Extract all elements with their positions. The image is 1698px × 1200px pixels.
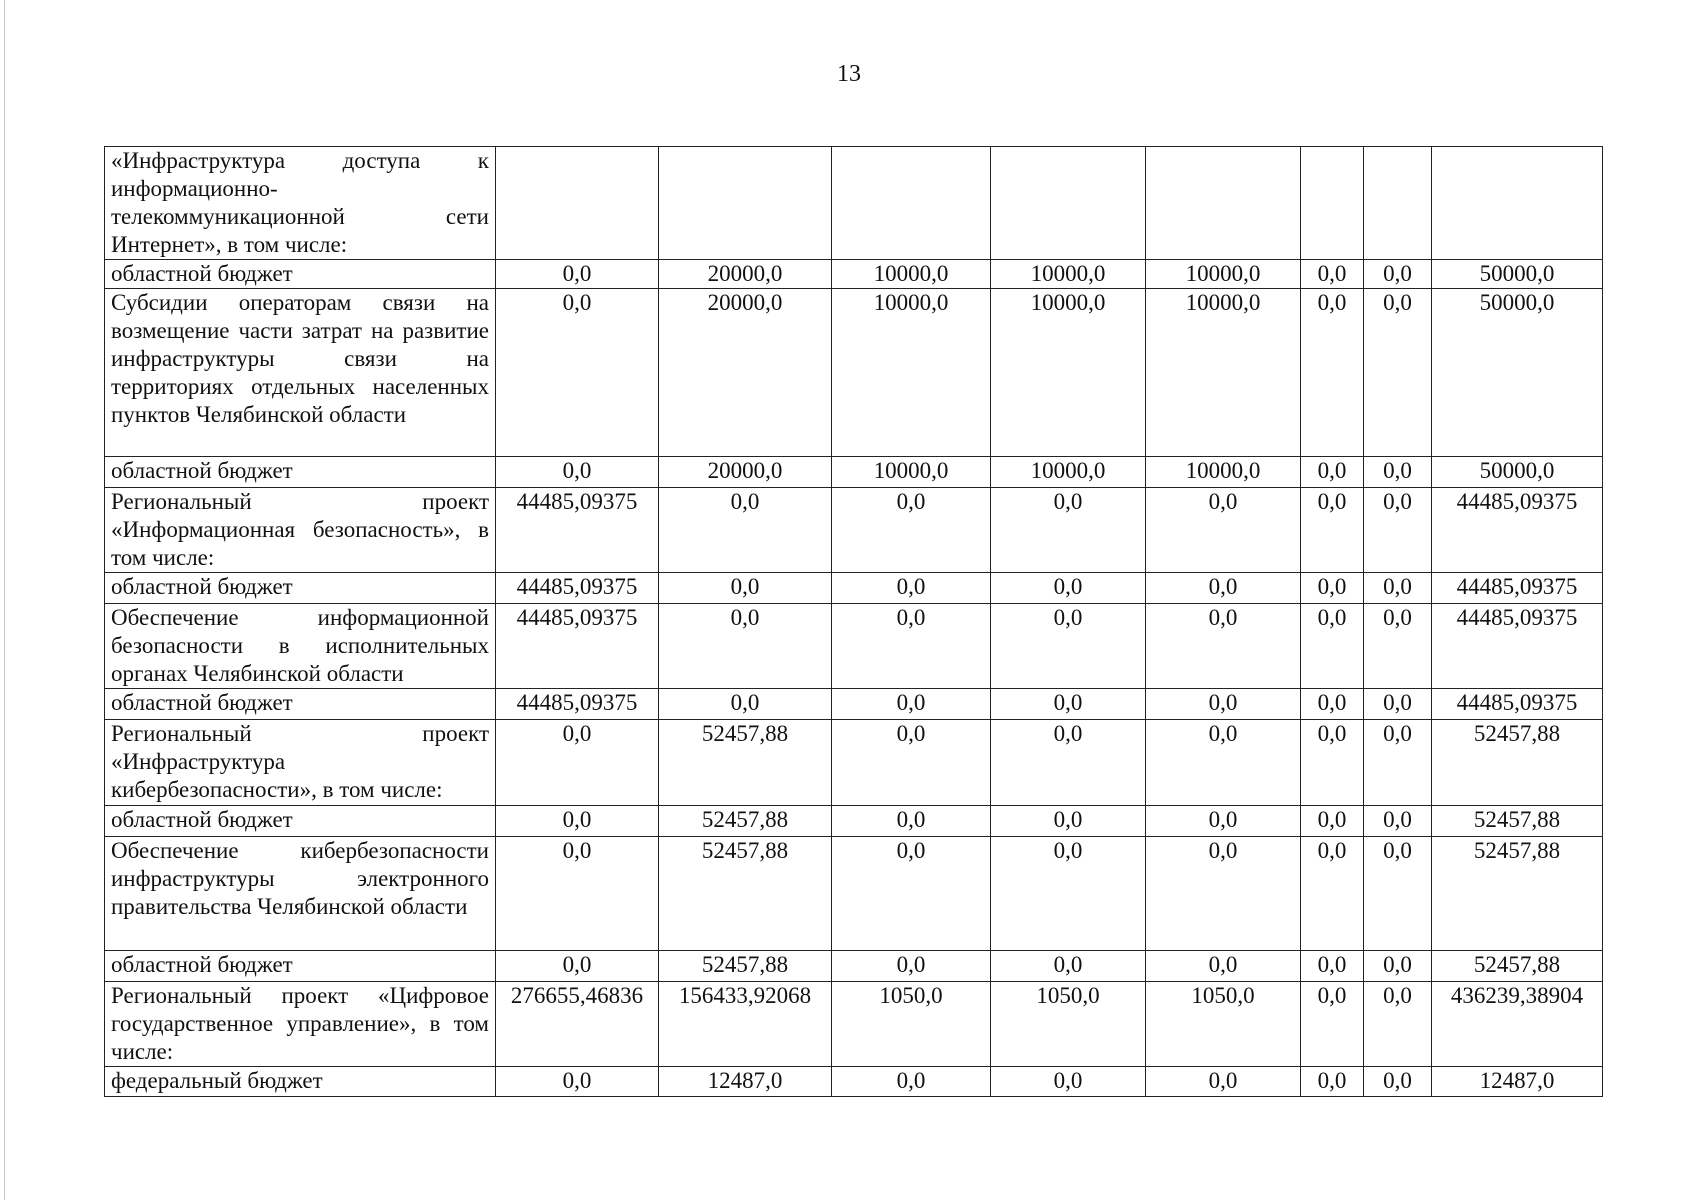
value-cell-2: 52457,88 xyxy=(659,837,832,951)
value-cell-7: 0,0 xyxy=(1364,689,1432,720)
value-cell-6: 0,0 xyxy=(1301,260,1364,289)
value-cell-7: 0,0 xyxy=(1364,837,1432,951)
value-cell-2: 156433,92068 xyxy=(659,982,832,1067)
value-cell-4: 0,0 xyxy=(991,573,1146,604)
value-cell-8: 436239,38904 xyxy=(1432,982,1603,1067)
value-cell-5: 0,0 xyxy=(1146,720,1301,806)
value-cell-2 xyxy=(659,147,832,260)
value-cell-3 xyxy=(832,147,991,260)
budget-table xyxy=(104,146,1603,1097)
value-cell-5: 0,0 xyxy=(1146,951,1301,982)
value-cell-5: 0,0 xyxy=(1146,573,1301,604)
value-cell-2: 0,0 xyxy=(659,573,832,604)
value-cell-1: 0,0 xyxy=(496,951,659,982)
value-cell-7: 0,0 xyxy=(1364,573,1432,604)
table-row xyxy=(105,951,1603,982)
row-label: областной бюджет xyxy=(105,951,496,982)
value-cell-7: 0,0 xyxy=(1364,951,1432,982)
value-cell-8: 52457,88 xyxy=(1432,720,1603,806)
value-cell-6: 0,0 xyxy=(1301,806,1364,837)
value-cell-7: 0,0 xyxy=(1364,488,1432,573)
value-cell-8: 52457,88 xyxy=(1432,806,1603,837)
value-cell-7: 0,0 xyxy=(1364,260,1432,289)
value-cell-2: 52457,88 xyxy=(659,951,832,982)
value-cell-6: 0,0 xyxy=(1301,488,1364,573)
value-cell-4: 0,0 xyxy=(991,720,1146,806)
value-cell-4: 0,0 xyxy=(991,806,1146,837)
value-cell-3: 0,0 xyxy=(832,720,991,806)
value-cell-1 xyxy=(496,147,659,260)
page-number: 13 xyxy=(837,61,861,87)
value-cell-6: 0,0 xyxy=(1301,573,1364,604)
value-cell-5: 0,0 xyxy=(1146,837,1301,951)
row-label: федеральный бюджет xyxy=(105,1067,496,1097)
value-cell-2: 52457,88 xyxy=(659,806,832,837)
value-cell-5: 10000,0 xyxy=(1146,289,1301,457)
value-cell-3: 0,0 xyxy=(832,573,991,604)
value-cell-1: 0,0 xyxy=(496,837,659,951)
table-row xyxy=(105,689,1603,720)
row-label: областной бюджет xyxy=(105,689,496,720)
value-cell-7 xyxy=(1364,147,1432,260)
value-cell-3: 0,0 xyxy=(832,689,991,720)
value-cell-4: 0,0 xyxy=(991,837,1146,951)
table-row xyxy=(105,806,1603,837)
row-label: Обеспечение информационной безопасности в исполнительных органах Челябинской области xyxy=(105,604,496,689)
table-row xyxy=(105,720,1603,806)
value-cell-4 xyxy=(991,147,1146,260)
value-cell-7: 0,0 xyxy=(1364,289,1432,457)
value-cell-3: 0,0 xyxy=(832,488,991,573)
value-cell-3: 0,0 xyxy=(832,1067,991,1097)
page-edge-line xyxy=(4,0,5,1200)
table-row xyxy=(105,147,1603,260)
value-cell-8: 44485,09375 xyxy=(1432,604,1603,689)
value-cell-4: 1050,0 xyxy=(991,982,1146,1067)
value-cell-4: 0,0 xyxy=(991,951,1146,982)
value-cell-6: 0,0 xyxy=(1301,720,1364,806)
value-cell-5: 0,0 xyxy=(1146,1067,1301,1097)
value-cell-6: 0,0 xyxy=(1301,457,1364,488)
value-cell-3: 1050,0 xyxy=(832,982,991,1067)
value-cell-4: 10000,0 xyxy=(991,260,1146,289)
value-cell-6: 0,0 xyxy=(1301,689,1364,720)
row-label: Региональный проект «Информационная безопасность», в том числе: xyxy=(105,488,496,573)
value-cell-8 xyxy=(1432,147,1603,260)
value-cell-5 xyxy=(1146,147,1301,260)
value-cell-5: 0,0 xyxy=(1146,488,1301,573)
row-label: Региональный проект «Инфраструктура кибербезопасности», в том числе: xyxy=(105,720,496,806)
value-cell-4: 10000,0 xyxy=(991,289,1146,457)
row-label: Обеспечение кибербезопасности инфраструктуры электронного правительства Челябинской области xyxy=(105,837,496,951)
row-label: областной бюджет xyxy=(105,573,496,604)
value-cell-2: 0,0 xyxy=(659,488,832,573)
row-label: областной бюджет xyxy=(105,806,496,837)
row-label: «Инфраструктура доступа к информационно-телекоммуникационной сети Интернет», в том числе: xyxy=(105,147,496,260)
value-cell-8: 44485,09375 xyxy=(1432,488,1603,573)
value-cell-1: 44485,09375 xyxy=(496,573,659,604)
value-cell-4: 10000,0 xyxy=(991,457,1146,488)
table-row xyxy=(105,260,1603,289)
value-cell-2: 52457,88 xyxy=(659,720,832,806)
value-cell-1: 44485,09375 xyxy=(496,488,659,573)
value-cell-5: 10000,0 xyxy=(1146,457,1301,488)
value-cell-6: 0,0 xyxy=(1301,604,1364,689)
value-cell-2: 0,0 xyxy=(659,604,832,689)
value-cell-6: 0,0 xyxy=(1301,1067,1364,1097)
value-cell-8: 52457,88 xyxy=(1432,951,1603,982)
value-cell-6 xyxy=(1301,147,1364,260)
table-row xyxy=(105,604,1603,689)
value-cell-3: 10000,0 xyxy=(832,289,991,457)
value-cell-8: 12487,0 xyxy=(1432,1067,1603,1097)
value-cell-7: 0,0 xyxy=(1364,982,1432,1067)
value-cell-6: 0,0 xyxy=(1301,289,1364,457)
value-cell-5: 0,0 xyxy=(1146,689,1301,720)
row-label: Субсидии операторам связи на возмещение части затрат на развитие инфраструктуры связи на территориях отдельных населенных пунктов Челябинской области xyxy=(105,289,496,457)
value-cell-1: 44485,09375 xyxy=(496,689,659,720)
value-cell-6: 0,0 xyxy=(1301,951,1364,982)
table-row xyxy=(105,1067,1603,1097)
table-row xyxy=(105,289,1603,457)
value-cell-7: 0,0 xyxy=(1364,1067,1432,1097)
value-cell-7: 0,0 xyxy=(1364,604,1432,689)
value-cell-5: 1050,0 xyxy=(1146,982,1301,1067)
value-cell-5: 0,0 xyxy=(1146,604,1301,689)
value-cell-8: 50000,0 xyxy=(1432,260,1603,289)
value-cell-2: 20000,0 xyxy=(659,457,832,488)
value-cell-4: 0,0 xyxy=(991,488,1146,573)
value-cell-5: 10000,0 xyxy=(1146,260,1301,289)
value-cell-8: 50000,0 xyxy=(1432,457,1603,488)
table-body xyxy=(105,147,1603,1097)
value-cell-3: 0,0 xyxy=(832,806,991,837)
value-cell-8: 44485,09375 xyxy=(1432,689,1603,720)
value-cell-3: 10000,0 xyxy=(832,457,991,488)
table-row xyxy=(105,573,1603,604)
value-cell-2: 20000,0 xyxy=(659,289,832,457)
row-label: Региональный проект «Цифровое государственное управление», в том числе: xyxy=(105,982,496,1067)
value-cell-3: 0,0 xyxy=(832,837,991,951)
table-row xyxy=(105,982,1603,1067)
value-cell-1: 0,0 xyxy=(496,720,659,806)
value-cell-1: 0,0 xyxy=(496,806,659,837)
value-cell-4: 0,0 xyxy=(991,604,1146,689)
value-cell-8: 44485,09375 xyxy=(1432,573,1603,604)
value-cell-1: 44485,09375 xyxy=(496,604,659,689)
value-cell-1: 0,0 xyxy=(496,457,659,488)
table-row xyxy=(105,837,1603,951)
row-label: областной бюджет xyxy=(105,260,496,289)
value-cell-5: 0,0 xyxy=(1146,806,1301,837)
value-cell-2: 0,0 xyxy=(659,689,832,720)
value-cell-3: 0,0 xyxy=(832,951,991,982)
table-row xyxy=(105,457,1603,488)
value-cell-7: 0,0 xyxy=(1364,720,1432,806)
value-cell-6: 0,0 xyxy=(1301,982,1364,1067)
value-cell-4: 0,0 xyxy=(991,1067,1146,1097)
value-cell-4: 0,0 xyxy=(991,689,1146,720)
value-cell-2: 20000,0 xyxy=(659,260,832,289)
value-cell-1: 0,0 xyxy=(496,260,659,289)
value-cell-7: 0,0 xyxy=(1364,457,1432,488)
table-row xyxy=(105,488,1603,573)
value-cell-8: 50000,0 xyxy=(1432,289,1603,457)
value-cell-1: 276655,46836 xyxy=(496,982,659,1067)
value-cell-8: 52457,88 xyxy=(1432,837,1603,951)
value-cell-3: 10000,0 xyxy=(832,260,991,289)
value-cell-2: 12487,0 xyxy=(659,1067,832,1097)
value-cell-6: 0,0 xyxy=(1301,837,1364,951)
value-cell-1: 0,0 xyxy=(496,1067,659,1097)
row-label: областной бюджет xyxy=(105,457,496,488)
value-cell-7: 0,0 xyxy=(1364,806,1432,837)
value-cell-3: 0,0 xyxy=(832,604,991,689)
value-cell-1: 0,0 xyxy=(496,289,659,457)
